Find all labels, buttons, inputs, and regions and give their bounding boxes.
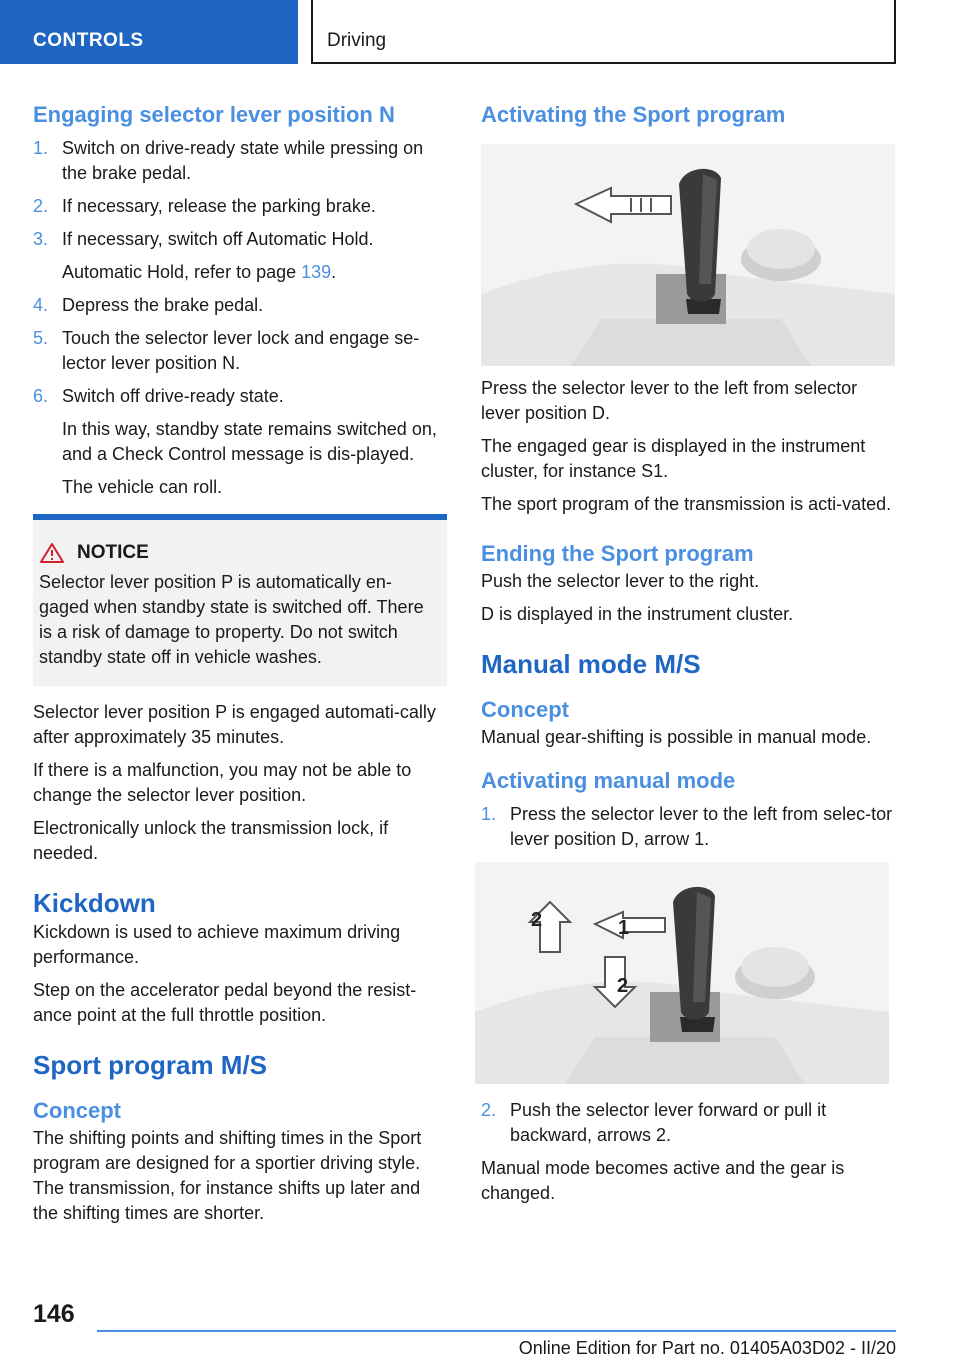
manual-steps-1 bbox=[481, 802, 895, 852]
paragraph: D is displayed in the instrument cluster. bbox=[481, 604, 794, 624]
paragraph: Press the selector lever to the left from selector lever position D. bbox=[481, 378, 858, 423]
page-number: 146 bbox=[33, 1300, 75, 1328]
paragraph: Selector lever position P is engaged automati-cally after approximately 35 minutes. bbox=[33, 702, 436, 747]
edition-note: Online Edition for Part no. 01405A03D02 - II/20 bbox=[518, 1338, 896, 1358]
list-item: 1. Press the selector lever to the left from selec-tor lever position D, arrow 1. bbox=[481, 804, 893, 849]
activating-manual-heading: Activating manual mode bbox=[481, 768, 736, 793]
arrow-2b-label: 2 bbox=[617, 975, 629, 997]
selector-lever-illustration bbox=[481, 144, 895, 366]
activating-sport-heading: Activating the Sport program bbox=[481, 102, 786, 127]
sport-heading: Sport program M/S bbox=[33, 1050, 268, 1080]
list-item: 3. If necessary, switch off Automatic Hold. Automatic Hold, refer to page 139. bbox=[33, 227, 447, 285]
cross-reference: Automatic Hold, refer to page 139. bbox=[62, 262, 337, 282]
list-item: 1. Switch on drive-ready state while pressing on the brake pedal. bbox=[33, 138, 424, 183]
page-link[interactable]: 139 bbox=[301, 262, 332, 282]
notice-box bbox=[33, 514, 447, 686]
manual-steps-2 bbox=[481, 1098, 895, 1148]
section-title: CONTROLS bbox=[33, 30, 144, 51]
list-item: 5. Touch the selector lever lock and engage se-lector lever position N. bbox=[33, 328, 420, 373]
paragraph: Kickdown is used to achieve maximum driving performance. bbox=[33, 922, 401, 967]
right-column bbox=[481, 100, 895, 1206]
notice-title: NOTICE bbox=[77, 542, 149, 563]
list-item: 2. If necessary, release the parking brake. bbox=[33, 196, 376, 216]
neutral-heading: Engaging selector lever position N bbox=[33, 102, 395, 127]
ending-sport-heading: Ending the Sport program bbox=[481, 541, 754, 566]
selector-lever-drawing bbox=[481, 144, 895, 366]
section-tab bbox=[0, 0, 298, 64]
arrow-1-label: 1 bbox=[618, 917, 630, 939]
notice-text: Selector lever position P is automatically en-gaged when standby state is switched off. There is a risk of damage to property. Do not switch standby state off in vehicle washes. bbox=[39, 572, 424, 667]
left-column bbox=[33, 100, 447, 1226]
list-item: 6. Switch off drive-ready state. In this way, standby state remains switched on, and a Check Control message is dis-played. The vehicle can roll. bbox=[33, 386, 437, 497]
paragraph: Electronically unlock the transmission lock, if needed. bbox=[33, 818, 389, 863]
paragraph: Manual mode becomes active and the gear is changed. bbox=[481, 1158, 845, 1203]
neutral-steps bbox=[33, 136, 447, 500]
paragraph: The sport program of the transmission is acti-vated. bbox=[481, 494, 892, 514]
paragraph: Push the selector lever to the right. bbox=[481, 571, 760, 591]
concept-heading: Concept bbox=[481, 697, 569, 722]
list-item: 2. Push the selector lever forward or pull it backward, arrows 2. bbox=[481, 1100, 827, 1145]
warning-icon bbox=[39, 542, 65, 564]
footer-divider bbox=[97, 1330, 896, 1332]
manual-mode-heading: Manual mode M/S bbox=[481, 649, 701, 679]
kickdown-heading: Kickdown bbox=[33, 888, 156, 918]
chapter-title: Driving bbox=[327, 30, 387, 51]
paragraph: The engaged gear is displayed in the instrument cluster, for instance S1. bbox=[481, 436, 866, 481]
paragraph: Step on the accelerator pedal beyond the resist-ance point at the full throttle position. bbox=[33, 980, 417, 1025]
paragraph: Manual gear-shifting is possible in manual mode. bbox=[481, 727, 872, 747]
chapter-tab bbox=[311, 0, 896, 64]
arrow-2a-label: 2 bbox=[531, 909, 543, 931]
paragraph: The shifting points and shifting times in the Sport program are designed for a sportier driving style. The transmission, for instance shifts up later and the shifting times are shorter. bbox=[33, 1128, 422, 1223]
manual-mode-drawing bbox=[475, 862, 889, 1084]
manual-mode-illustration bbox=[475, 862, 889, 1084]
paragraph: If there is a malfunction, you may not be able to change the selector lever position. bbox=[33, 760, 412, 805]
concept-heading: Concept bbox=[33, 1098, 121, 1123]
list-item: 4. Depress the brake pedal. bbox=[33, 295, 264, 315]
